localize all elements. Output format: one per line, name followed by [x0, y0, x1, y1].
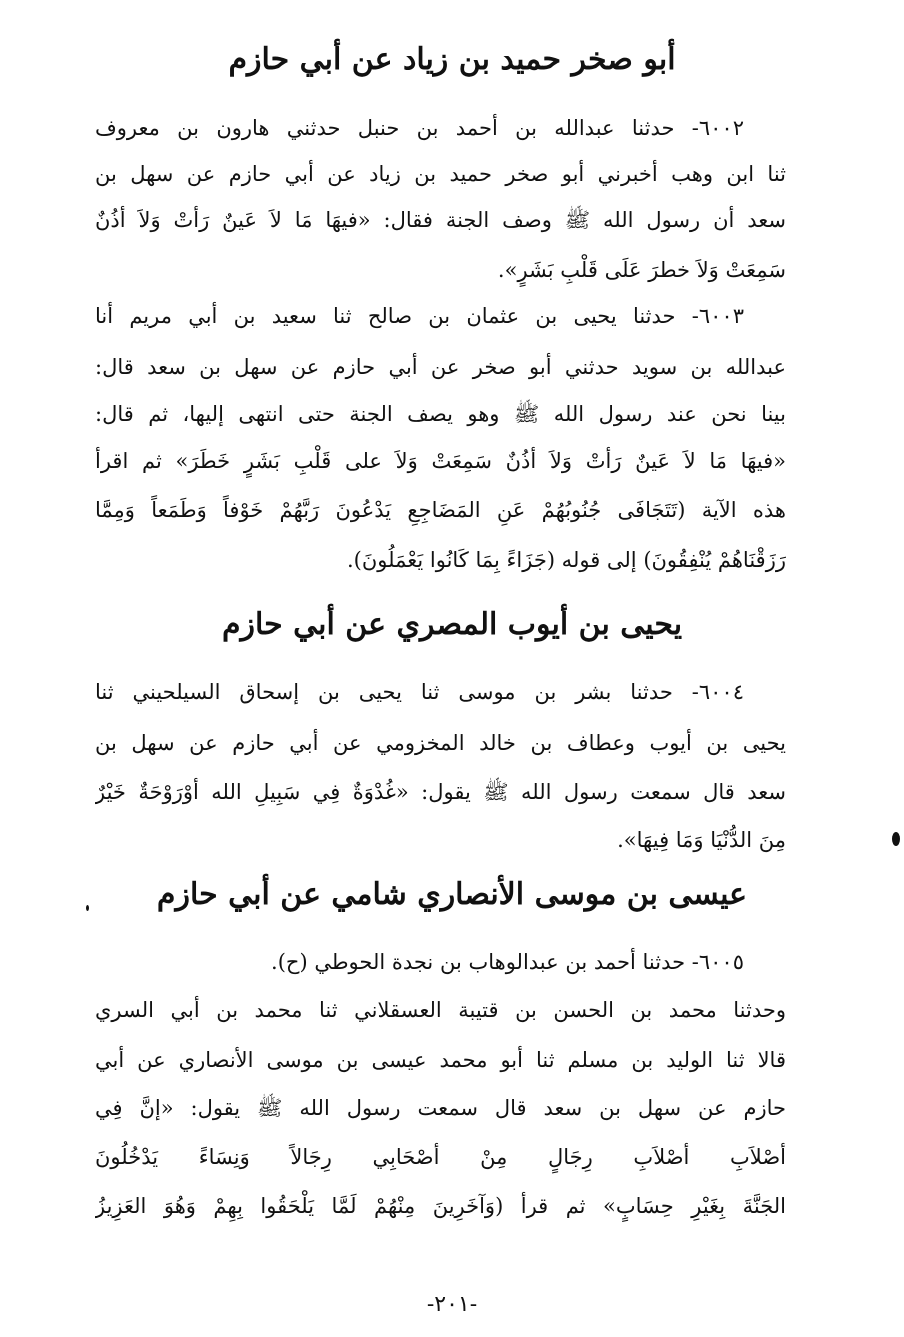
hadith-6004-line-3: سعد قال سمعت رسول الله ﷺ يقول: «غُدْوَةٌ فِي سَبِيلِ الله أوْرَوْحَةٌ خَيْرٌ [95, 780, 786, 804]
scan-speck [86, 905, 89, 911]
hadith-6005-line-5: أصْلاَبِ أصْلاَبِ رِجَالٍ مِنْ أصْحَابِي رِجَالاً وَنِسَاءً يَدْخُلُونَ [95, 1145, 786, 1169]
hadith-6003-line-3: بينا نحن عند رسول الله ﷺ وهو يصف الجنة حتى انتهى إليها، ثم قال: [95, 402, 786, 426]
page-number: -٢٠١- [426, 1292, 478, 1317]
hadith-6002-line-4: سَمِعَتْ وَلاَ خطرَ عَلَى قَلْبِ بَشَرٍ». [497, 258, 786, 282]
scan-speck [892, 832, 900, 846]
hadith-6003-line-5: هذه الآية (تَتَجَافَى جُنُوبُهُمْ عَنِ المَضَاجِعِ يَدْعُونَ رَبَّهُمْ خَوْفاً وَطَمَعاً وَمِمَّا [95, 498, 786, 522]
hadith-6003-line-1: ٦٠٠٣- حدثنا يحيى بن عثمان بن صالح ثنا سعيد بن أبي مريم أنا [95, 304, 744, 328]
hadith-6005-line-1: ٦٠٠٥- حدثنا أحمد بن عبدالوهاب بن نجدة الحوطي (ح). [271, 950, 744, 974]
hadith-6005-line-4: حازم عن سهل بن سعد قال سمعت رسول الله ﷺ يقول: «إنَّ فِي [95, 1096, 786, 1120]
hadith-6005-line-3: قالا ثنا الوليد بن مسلم ثنا أبو محمد عيسى بن موسى الأنصاري عن أبي [95, 1048, 786, 1072]
hadith-6005-line-2: وحدثنا محمد بن الحسن بن قتيبة العسقلاني ثنا محمد بن أبي السري [95, 998, 786, 1022]
hadith-6003-line-2: عبدالله بن سويد حدثني أبو صخر عن أبي حازم عن سهل بن سعد قال: [95, 355, 786, 379]
hadith-6002-line-3: سعد أن رسول الله ﷺ وصف الجنة فقال: «فيهَا مَا لاَ عَينٌ رَأتْ وَلاَ أذُنٌ [95, 208, 786, 232]
hadith-6004-line-4: مِنَ الدُّنْيَا وَمَا فِيهَا». [617, 828, 786, 852]
hadith-6004-line-1: ٦٠٠٤- حدثنا بشر بن موسى ثنا يحيى بن إسحاق السيلحيني ثنا [95, 680, 744, 704]
hadith-6003-line-6: رَزَقْنَاهُمْ يُنْفِقُونَ) إلى قوله (جَزَاءً بِمَا كَانُوا يَعْمَلُونَ). [347, 548, 786, 572]
hadith-6003-line-4: «فيهَا مَا لاَ عَينٌ رَأتْ وَلاَ أذُنٌ سَمِعَتْ وَلاَ على قَلْبِ بَشَرٍ خَطَرَ» ثم اقرأ [95, 449, 786, 473]
section-heading-isa-ibn-musa: عيسى بن موسى الأنصاري شامي عن أبي حازم [156, 877, 748, 912]
hadith-6002-line-1: ٦٠٠٢- حدثنا عبدالله بن أحمد بن حنبل حدثني هارون بن معروف [95, 116, 744, 140]
section-heading-abu-sakhr: أبو صخر حميد بن زياد عن أبي حازم [228, 42, 676, 77]
hadith-6002-line-2: ثنا ابن وهب أخبرني أبو صخر حميد بن زياد عن أبي حازم عن سهل بن [95, 162, 786, 186]
section-heading-yahya-ibn-ayyub: يحيى بن أيوب المصري عن أبي حازم [221, 607, 683, 642]
hadith-6004-line-2: يحيى بن أيوب وعطاف بن خالد المخزومي عن أبي حازم عن سهل بن [95, 731, 786, 755]
hadith-6005-line-6: الجَنَّةَ بِغَيْرِ حِسَابٍ» ثم قرأ (وَآخَرِينَ مِنْهُمْ لَمَّا يَلْحَقُوا بِهِمْ وَهُوَ العَزِيزُ [95, 1194, 786, 1218]
